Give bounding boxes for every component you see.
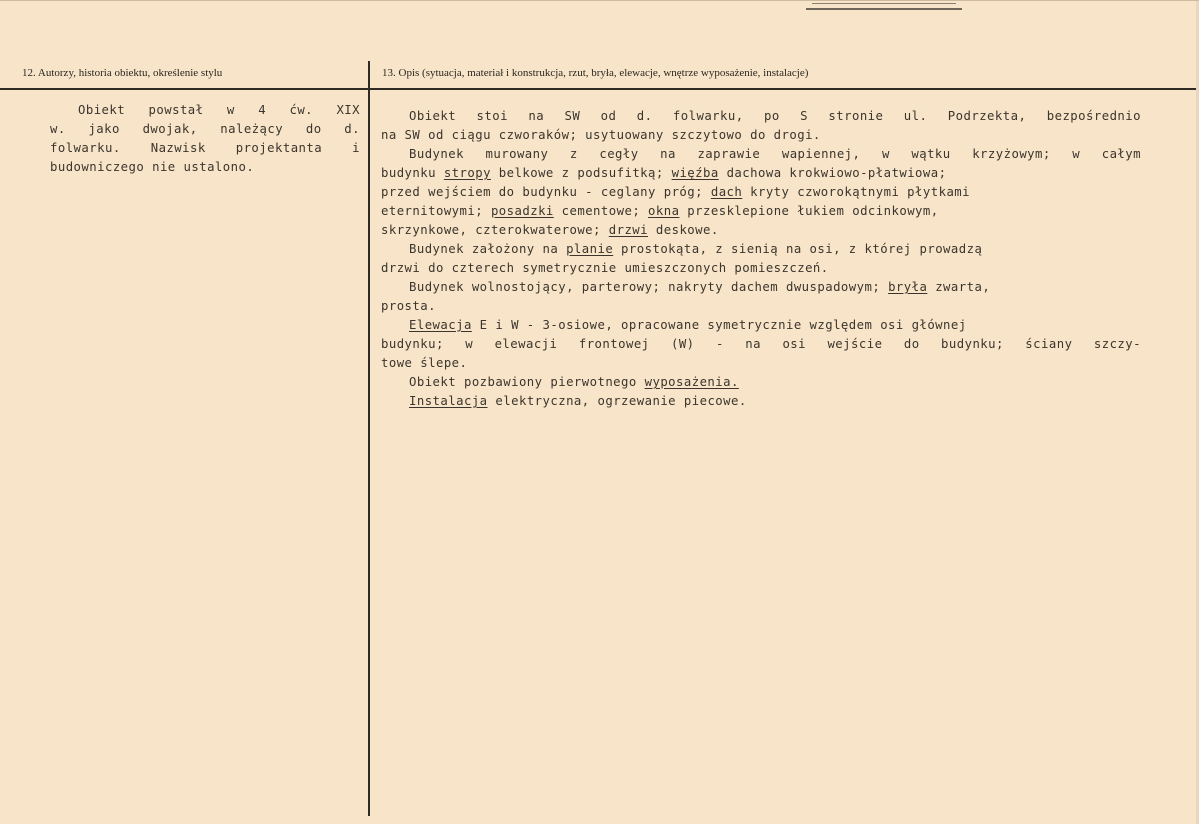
text-fragment: belkowe z podsufitką; <box>490 166 672 180</box>
underlined-term: Elewacja <box>409 318 472 332</box>
underlined-term: więźba <box>671 166 719 180</box>
text-line: drzwi do czterech symetrycznie umieszczonych pomieszczeń. <box>381 261 829 275</box>
text-line: na SW od ciągu czworaków; usytuowany szczytowo do drogi. <box>381 128 821 142</box>
section-12-heading: 12. Autorzy, historia obiektu, określenie stylu <box>22 67 223 79</box>
text-line <box>381 316 1141 335</box>
underlined-term: bryła <box>888 280 928 294</box>
text-fragment: dachowa krokwiowo-płatwiowa; <box>718 166 947 180</box>
column-divider <box>368 61 370 816</box>
text-fragment: E i W - 3-osiowe, opracowane symetrycznie względem osi głównej <box>471 318 967 332</box>
text-fragment: deskowe. <box>648 223 719 237</box>
text-line <box>381 202 1141 221</box>
underlined-term: stropy <box>443 166 491 180</box>
text-fragment: Budynek założony na <box>409 242 567 256</box>
text-line: prosta. <box>381 299 436 313</box>
text-line: budynku; w elewacji frontowej (W) - na osi wejście do budynku; ściany szczy- <box>381 337 1141 351</box>
text-line: folwarku. Nazwisk projektanta i <box>50 141 360 155</box>
text-fragment: eternitowymi; <box>381 204 491 218</box>
text-line <box>381 183 1141 202</box>
text-line <box>381 240 1141 259</box>
text-fragment: cementowe; <box>553 204 649 218</box>
header-rule <box>0 88 1199 90</box>
text-fragment: Obiekt pozbawiony pierwotnego <box>409 375 645 389</box>
underlined-term: wyposażenia. <box>644 375 739 389</box>
text-line: towe ślepe. <box>381 356 468 370</box>
top-edge-mark <box>806 1 962 10</box>
text-fragment: elektryczna, ogrzewanie piecowe. <box>487 394 747 408</box>
underlined-term: Instalacja <box>409 394 488 408</box>
text-line <box>381 164 1141 183</box>
text-line <box>381 278 1141 297</box>
underlined-term: drzwi <box>608 223 649 237</box>
text-fragment: budynku <box>381 166 444 180</box>
underlined-term: dach <box>710 185 743 199</box>
section-13-heading: 13. Opis (sytuacja, materiał i konstrukcja, rzut, bryła, elewacje, wnętrze wyposażenie, instalacje) <box>382 67 809 79</box>
text-line <box>381 373 1141 392</box>
text-line: Obiekt stoi na SW od d. folwarku, po S stronie ul. Podrzekta, bezpośrednio <box>409 109 1141 123</box>
text-fragment: prostokąta, z sienią na osi, z której prowadzą <box>613 242 983 256</box>
text-line <box>381 221 1141 240</box>
text-line: Obiekt powstał w 4 ćw. XIX <box>78 103 360 117</box>
text-fragment: zwarta, <box>927 280 991 294</box>
text-fragment: Budynek wolnostojący, parterowy; nakryty dachem dwuspadowym; <box>409 280 889 294</box>
text-fragment: przed wejściem do budynku - ceglany próg; <box>381 185 711 199</box>
underlined-term: posadzki <box>490 204 554 218</box>
section-12-text <box>50 101 360 177</box>
text-line: Budynek murowany z cegły na zaprawie wapiennej, w wątku krzyżowym; w całym <box>409 147 1141 161</box>
text-fragment: skrzynkowe, czterokwaterowe; <box>381 223 609 237</box>
text-line: budowniczego nie ustalono. <box>50 160 255 174</box>
text-fragment: kryty czworokątnymi płytkami <box>742 185 971 199</box>
underlined-term: okna <box>648 204 680 218</box>
section-13-text <box>381 107 1141 411</box>
text-line: w. jako dwojak, należący do d. <box>50 122 360 136</box>
text-line <box>381 392 1141 411</box>
text-fragment: przesklepione łukiem odcinkowym, <box>679 204 939 218</box>
underlined-term: planie <box>566 242 614 256</box>
